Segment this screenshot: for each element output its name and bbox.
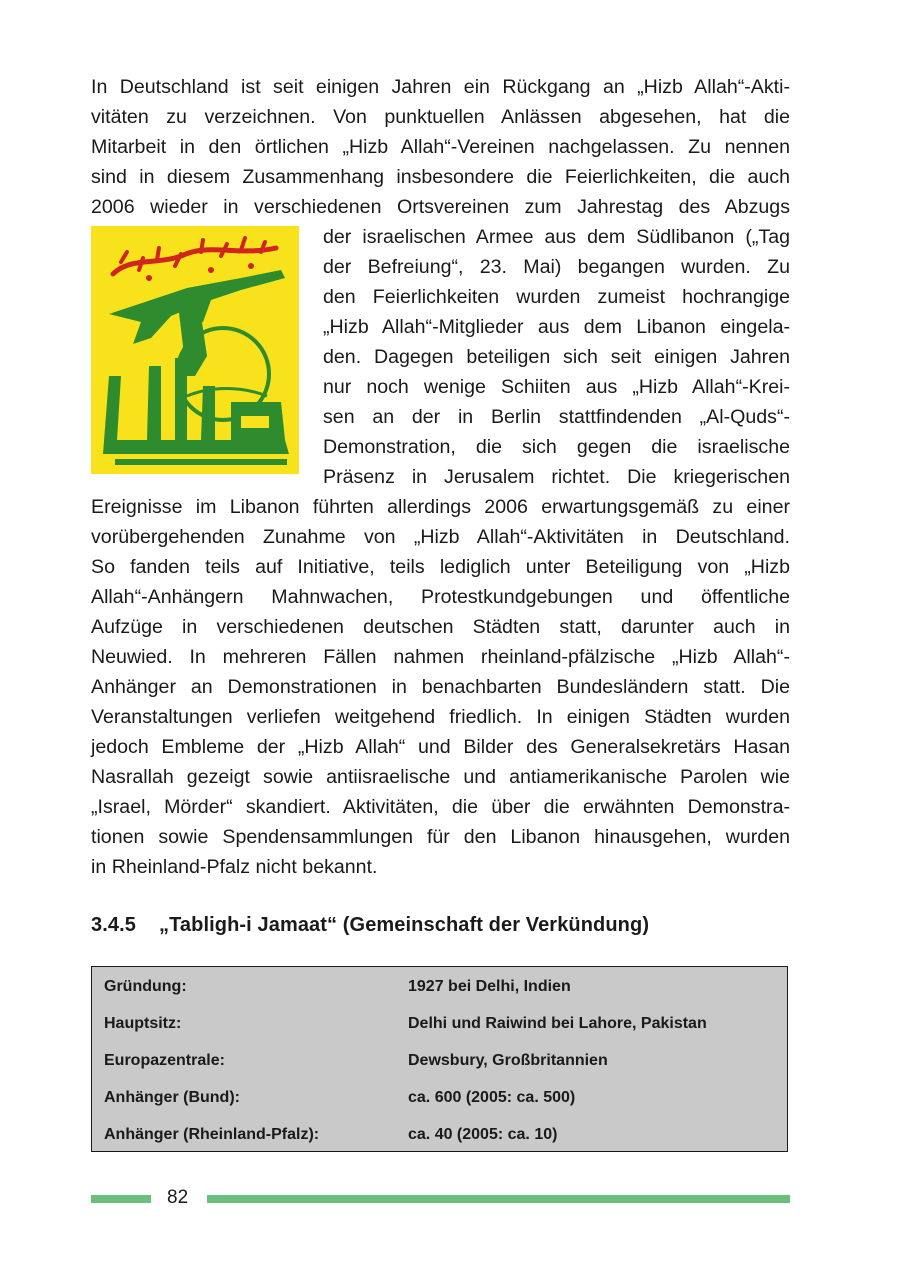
text-line: Mitarbeit in den örtlichen „Hizb Allah“-Vereinen nachgelassen. Zu nennen [91, 136, 790, 158]
text-line: tionen sowie Spendensammlungen für den Libanon hinausgehen, wurden [91, 826, 790, 848]
section-number: 3.4.5 [91, 914, 136, 936]
footer-bar-right [207, 1195, 790, 1203]
text-line: sind in diesem Zusammenhang insbesondere die Feierlichkeiten, die auch [91, 166, 790, 188]
text-line: Präsenz in Jerusalem richtet. Die kriegerischen [323, 466, 790, 488]
text-line: Nasrallah gezeigt sowie antiisraelische und antiamerikanische Parolen wie [91, 766, 790, 788]
text-line: Demonstration, die sich gegen die israelische [323, 436, 790, 458]
section-title: „Tabligh-i Jamaat“ (Gemeinschaft der Verkündung) [159, 914, 650, 936]
text-line: Ereignisse im Libanon führten allerdings 2006 erwartungsgemäß zu einer [91, 496, 790, 518]
text-line: jedoch Embleme der „Hizb Allah“ und Bilder des Generalsekretärs Hasan [91, 736, 790, 758]
info-key: Hauptsitz: [104, 1015, 182, 1032]
info-key: Anhänger (Rheinland-Pfalz): [104, 1126, 320, 1143]
text-line: Aufzüge in verschiedenen deutschen Städten statt, darunter auch in [91, 616, 790, 638]
section-heading [91, 914, 649, 937]
info-value: Dewsbury, Großbritannien [408, 1052, 608, 1069]
hizb-allah-emblem-image [91, 226, 299, 474]
info-key: Gründung: [104, 978, 187, 995]
text-line: Allah“-Anhängern Mahnwachen, Protestkundgebungen und öffentliche [91, 586, 790, 608]
text-line: nur noch wenige Schiiten aus „Hizb Allah“-Krei- [323, 376, 790, 398]
text-line: der Befreiung“, 23. Mai) begangen wurden. Zu [323, 256, 790, 278]
text-line: Anhänger an Demonstrationen in benachbarten Bundesländern statt. Die [91, 676, 790, 698]
info-value: Delhi und Raiwind bei Lahore, Pakistan [408, 1015, 707, 1032]
text-line: „Israel, Mörder“ skandiert. Aktivitäten, die über die erwähnten Demonstra- [91, 796, 790, 818]
page-content [91, 72, 790, 882]
footer-bar-left [91, 1195, 151, 1203]
text-line: sen an der in Berlin stattfindenden „Al-Quds“- [323, 406, 790, 428]
info-key: Anhänger (Bund): [104, 1089, 240, 1106]
info-box [91, 966, 788, 1152]
info-key: Europazentrale: [104, 1052, 225, 1069]
text-line: vitäten zu verzeichnen. Von punktuellen Anlässen abgesehen, hat die [91, 106, 790, 128]
page-number: 82 [167, 1187, 189, 1208]
text-line: den Feierlichkeiten wurden zumeist hochrangige [323, 286, 790, 308]
info-value: 1927 bei Delhi, Indien [408, 978, 571, 995]
text-line: So fanden teils auf Initiative, teils lediglich unter Beteiligung von „Hizb [91, 556, 790, 578]
text-line: Veranstaltungen verliefen weitgehend friedlich. In einigen Städten wurden [91, 706, 790, 728]
text-line: der israelischen Armee aus dem Südlibanon („Tag [323, 226, 790, 248]
hizb-allah-flag-emblem-icon [91, 226, 299, 474]
text-line: „Hizb Allah“-Mitglieder aus dem Libanon eingela- [323, 316, 790, 338]
paragraph-after-image [91, 492, 790, 882]
info-value: ca. 40 (2005: ca. 10) [408, 1126, 558, 1143]
text-line-last: in Rheinland-Pfalz nicht bekannt. [91, 856, 378, 878]
text-line: 2006 wieder in verschiedenen Ortsvereinen zum Jahrestag des Abzugs [91, 196, 790, 218]
text-line: vorübergehenden Zunahme von „Hizb Allah“-Aktivitäten in Deutschland. [91, 526, 790, 548]
text-line: den. Dagegen beteiligen sich seit einigen Jahren [323, 346, 790, 368]
text-line: Neuwied. In mehreren Fällen nahmen rheinland-pfälzische „Hizb Allah“- [91, 646, 790, 668]
paragraph-top [91, 72, 790, 222]
info-value: ca. 600 (2005: ca. 500) [408, 1089, 576, 1106]
text-line: In Deutschland ist seit einigen Jahren ein Rückgang an „Hizb Allah“-Akti- [91, 76, 790, 98]
